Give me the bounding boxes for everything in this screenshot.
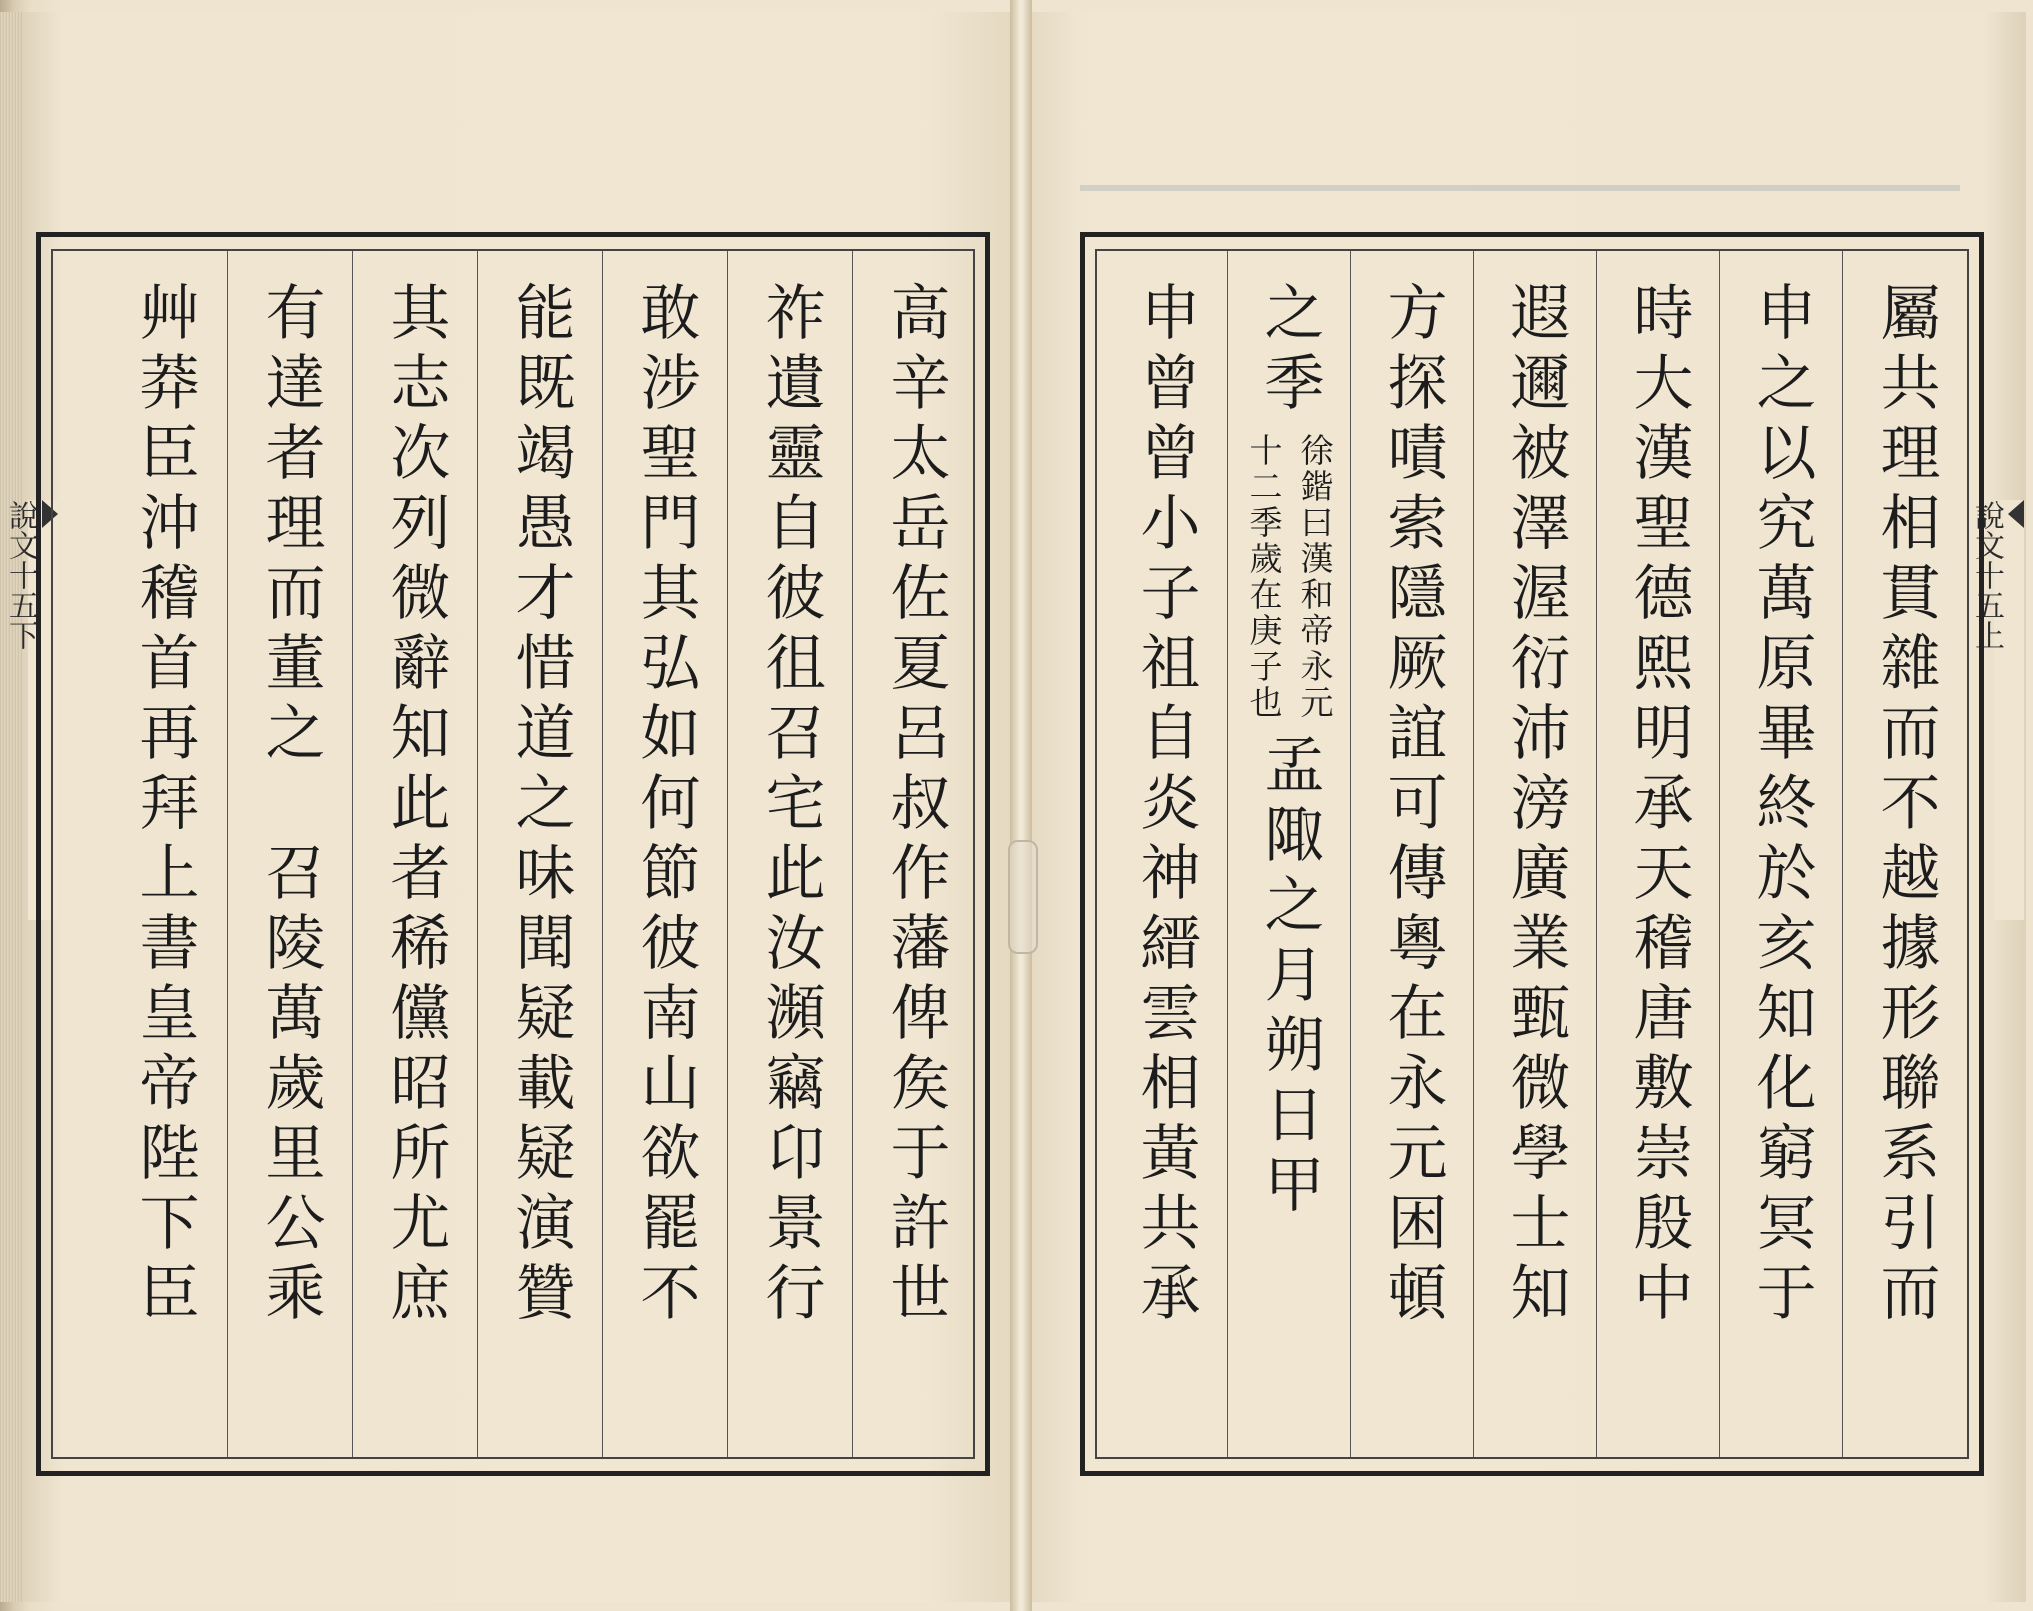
text-column [1104,251,1227,1457]
commentary-line: 十二季歲在庚子也 [1244,433,1284,721]
column-text: 屬共理相貫雜而不越據形聯系引而 [1870,281,1941,1331]
column-text: 祚遺靈自彼徂召宅此汝瀕竊卬景行 [755,281,826,1331]
right-margin-tab [1969,500,2024,920]
column-text: 敢涉聖門其弘如何節彼南山欲罷不 [630,281,701,1331]
column-text: 艸莽臣沖稽首再拜上書皇帝陛下臣 [129,281,200,1331]
text-column [852,251,978,1457]
commentary-line: 徐鍇曰漢和帝永元 [1295,433,1335,721]
text-column [477,251,603,1457]
left-text-frame [36,232,990,1476]
right-margin-label: 說文十五上 [1969,500,2004,650]
book-gutter [1010,0,1032,1611]
left-margin-label: 說文十五下 [3,500,38,650]
column-text: 時大漢聖德熙明承天稽唐敷崇殷中 [1623,281,1694,1331]
text-column [727,251,853,1457]
fish-tail-icon [2008,500,2024,528]
text-column [602,251,728,1457]
text-column [352,251,478,1457]
column-text: 高辛太岳佐夏呂叔作藩俾矦于許世 [880,281,951,1331]
text-column [1596,251,1720,1457]
column-text: 方探嘖索隱厥誼可傳粵在永元困頓 [1377,281,1448,1331]
column-text: 能既竭愚才惜道之味聞疑載疑演贊 [505,281,576,1331]
column-text: 申之以究萬原畢終於亥知化窮冥于 [1746,281,1817,1331]
column-text: 其志次列微辭知此者稀儻昭所尤庶 [380,281,451,1331]
text-column [227,251,353,1457]
text-column [1227,251,1351,1457]
text-column [1473,251,1597,1457]
column-text: 遐邇被澤渥衍沛滂廣業甄微學士知 [1500,281,1571,1331]
commentary-note [1241,433,1339,721]
right-text-frame [1080,232,1984,1476]
text-column [1842,251,1968,1457]
text-column [102,251,227,1457]
text-column [1350,251,1474,1457]
column-text: 有達者理而董之 召陵萬歲里公乘 [255,281,326,1331]
left-text-block [51,249,975,1459]
show-through [1080,185,1960,231]
column-text: 孟陬之月朔日甲 [1254,733,1325,1223]
binding-thread [1008,840,1038,954]
column-text: 之季 [1254,281,1325,421]
text-column [1719,251,1843,1457]
right-text-block [1095,249,1969,1459]
column-text: 申曾曾小子祖自炎神縉雲相黃共承 [1130,281,1201,1331]
